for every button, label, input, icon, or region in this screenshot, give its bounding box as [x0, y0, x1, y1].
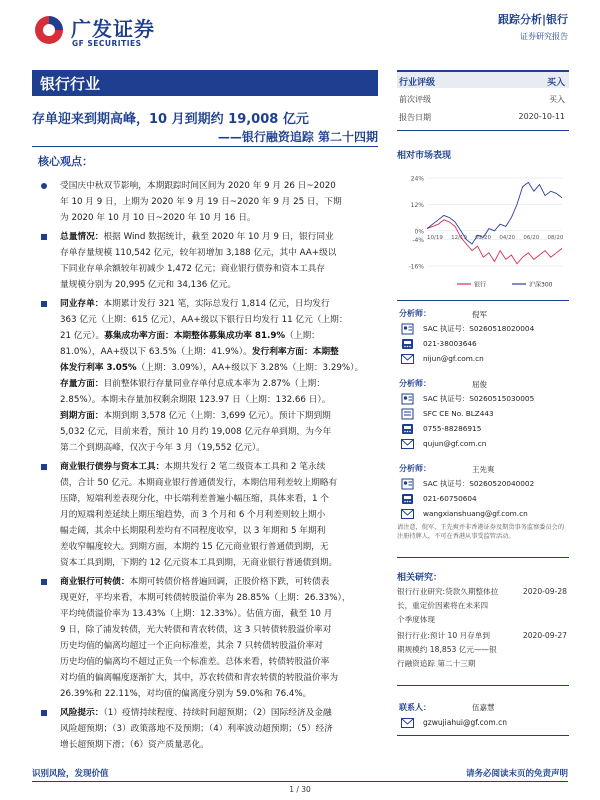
paragraph — [32, 229, 382, 293]
y-tick-label: 12% — [410, 201, 424, 209]
paragraph-line: 压降，短端利差表现分化，中长端利差普遍小幅压缩，具体来看，1 个 — [60, 494, 329, 504]
paragraph — [32, 459, 382, 571]
x-tick-label: 12/19 — [451, 234, 467, 241]
footer-slogan: 识别风险，发现价值 — [32, 769, 109, 779]
bullet-icon — [41, 710, 47, 716]
analyst-phone-row — [397, 423, 569, 437]
paragraph-line: 363 亿元（上期：615 亿元），AA+级以下银行日均发行 11 亿元（上期： — [60, 315, 348, 325]
contact-label: 联系人： — [399, 703, 431, 712]
paragraph-line: 风险提示：（1）疫情持续程度、持续时间超预期；（2）国际经济及金融 — [60, 708, 332, 718]
rating-bar — [397, 70, 569, 88]
report-subtitle: ——银行融资追踪 第二十四期 — [217, 130, 378, 144]
report-type: 证券研究报告 — [520, 32, 568, 41]
paragraph-line: 26.39%和 22.11%，对均值的偏离度分别为 59.0%和 76.4%。 — [60, 689, 312, 699]
paragraph-line: 现更好，平均来看，本期可转债转股溢价率为 28.85%（上期：26.33%）， — [60, 593, 351, 603]
analyst-sac-row — [397, 393, 569, 407]
x-tick-label: 04/20 — [499, 234, 516, 241]
analyst-phone: 021-38003646 — [423, 339, 477, 348]
email-icon — [401, 438, 414, 450]
phone-icon — [401, 493, 414, 505]
contact-name: 伍嘉慧 — [472, 703, 495, 712]
paragraph-line: 月的短端利差延续上期压缩趋势，而 3 个月和 6 个月利差则较上期小 — [60, 510, 326, 520]
y-tick-label: -16% — [408, 263, 424, 271]
related-report[interactable] — [397, 629, 569, 671]
page-number: 1 / 30 — [289, 785, 311, 794]
analyst-email-row — [397, 508, 569, 522]
core-views-heading: 核心观点： — [38, 155, 93, 168]
related-report-date: 2020-09-28 — [522, 587, 567, 596]
note-divider — [397, 557, 569, 558]
previous-rating-label: 前次评级 — [399, 95, 431, 104]
footer-disclaimer: 请务必阅读末页的免责声明 — [465, 769, 568, 779]
phone-icon — [401, 423, 414, 435]
paragraph-line: 存单存量规模 110,542 亿元，较年初增加 3,188 亿元，其中 AA+级以 — [60, 248, 337, 258]
paragraph — [32, 705, 382, 753]
analyst-sac-row — [397, 323, 569, 337]
previous-rating — [397, 94, 569, 106]
related-divider — [397, 685, 569, 686]
paragraph-line: 9 日，除了浦发转债，光大转债和青农转债，这 3 只转债转股溢价率对 — [60, 625, 332, 635]
analyst-note: 请注意，倪军，王先爽并非香港证券及期货事务监察委员会的注册持牌人，不可在香港从事受监管活动。 — [397, 524, 565, 540]
contact-email[interactable]: gzwujiahui@gf.com.cn — [423, 718, 507, 727]
related-report-title-line: 银行行业研究:贷款久期整体拉 — [397, 587, 499, 596]
analyst-email[interactable]: wangxianshuang@gf.com.cn — [423, 509, 528, 518]
paragraph — [32, 574, 382, 702]
analyst-label: 分析师： — [399, 379, 431, 388]
y-tick-label: 0% — [414, 228, 424, 236]
paragraph-line: 第二个到期高峰，仅次于今年 3 月（19,552 亿元）。 — [60, 443, 265, 453]
paragraph-line: 受国庆中秋双节影响，本期跟踪时间区间为 2020 年 9 月 26 日~2020 — [60, 181, 336, 191]
x-tick-label: 08/20 — [547, 234, 564, 241]
bullet-icon — [41, 301, 47, 307]
paragraph-line: 幅走阔，其余中长期限利差均有不同程度收窄，以 3 年期和 5 年期利 — [60, 526, 326, 536]
legend-label: 银行 — [474, 281, 487, 289]
report-date-value: 2020-10-11 — [518, 112, 565, 121]
chart-divider — [397, 300, 569, 301]
report-title: 存单迎来到期高峰，10 月到期约 19,008 亿元 — [32, 112, 309, 127]
related-research-title: 相关研究： — [397, 573, 443, 583]
rating-divider — [397, 130, 569, 131]
analyst-sac: SAC 执证号：S0260520040002 — [423, 479, 535, 488]
analyst-sac: SAC 执证号：S0260518020004 — [423, 324, 535, 333]
id-card-icon — [401, 323, 414, 335]
paragraph-line: 债，合计 50 亿元。本期商业银行普通债发行，本期信用利差较上期略有 — [60, 478, 338, 488]
related-report-title-line: 期规模约 18,853 亿元——银 — [397, 645, 497, 654]
analyst-phone-row — [397, 493, 569, 507]
phone-icon — [401, 338, 414, 350]
analyst-label: 分析师： — [399, 464, 431, 473]
logo-text-en: GF SECURITIES — [72, 39, 142, 48]
related-report[interactable] — [397, 585, 569, 627]
paragraph-line: 总量情况：根据 Wind 数据统计，截至 2020 年 10 月 9 日，银行同业 — [60, 232, 334, 242]
paragraph-line: 差收窄幅度较大。到期方面，本期约 15 亿元商业银行普通债到期，无 — [60, 542, 329, 552]
contact-block — [397, 700, 569, 740]
related-report-title-line: 行融资追踪 第二十三期 — [397, 659, 476, 668]
title-divider — [32, 146, 378, 147]
paragraph-line: 平均纯债溢价率为 13.43%（上期：12.33%）。估值方面，截至 10 月 — [60, 609, 333, 619]
analyst-name-row — [397, 463, 569, 477]
rating-label: 行业评级 — [399, 78, 436, 88]
report-date — [397, 112, 569, 124]
paragraph-line: 风险超预期；（3）政策落地不及预期；（4）利率波动超预期；（5）经济 — [60, 724, 333, 734]
x-tick-label: 06/20 — [523, 234, 540, 241]
paragraph-line: 2.85%）。本期未存量加权剩余期限 123.97 日（上期：132.66 日）。 — [60, 395, 331, 405]
previous-rating-value: 买入 — [549, 95, 565, 104]
paragraph-line: 商业银行可转债：本期可转债价格普遍回调，正股价格下跌，可转债表 — [60, 577, 330, 587]
contact-divider — [397, 735, 569, 736]
company-logo — [33, 12, 173, 52]
certificate-icon — [401, 408, 414, 420]
legend-label: 沪深300 — [529, 281, 553, 289]
analyst-sac-row — [397, 478, 569, 492]
x-tick-label: 02/20 — [475, 234, 492, 241]
paragraph-line: 资本工具到期，下期约 12 亿元资本工具到期，无商业银行普通债到期。 — [60, 558, 338, 568]
paragraph-line: 历史均值的偏离均超过一个正向标准差，其余 7 只转债转股溢价率对 — [60, 641, 323, 651]
bullet-icon — [41, 183, 47, 189]
email-icon — [401, 508, 414, 520]
id-card-icon — [401, 393, 414, 405]
analyst-name-row — [397, 378, 569, 392]
paragraph-line: 增长超预期下滑；（6）资产质量恶化。 — [60, 740, 209, 750]
id-card-icon — [401, 478, 414, 490]
paragraph-line: 历史均值的偏离均不超过正负一个标准差。总体来看，转债转股溢价率 — [60, 657, 330, 667]
analyst-email[interactable]: qujun@gf.com.cn — [423, 439, 487, 448]
email-icon — [401, 717, 414, 729]
bullet-icon — [41, 464, 47, 470]
analyst-email-row — [397, 438, 569, 452]
paragraph-line: 体发行利率 3.05%（上期：3.09%），AA+级以下 3.28%（上期：3.29%）。 — [60, 363, 364, 373]
x-tick-label: 10/19 — [427, 234, 443, 241]
paragraph — [32, 178, 382, 226]
industry-banner — [32, 70, 378, 96]
analyst-name: 倪军 — [472, 310, 487, 319]
footer-divider — [32, 781, 568, 782]
related-report-title-line: 银行行业:预计 10 月存单到 — [397, 631, 490, 640]
paragraph-line: 下同业存单余额较年初减少 1,472 亿元；商业银行债券和资本工具存 — [60, 264, 325, 274]
paragraph-line: 同业存单：本期累计发行 321 笔，实际总发行 1,814 亿元，日均发行 — [60, 299, 330, 309]
paragraph-line: 年 10 月 9 日，上期为 2020 年 9 月 19 日~2020 年 9 月 25 日，下期 — [60, 197, 342, 207]
analyst-name: 王先爽 — [472, 465, 495, 474]
related-report-title-line: 长，重定价因素将在未来四 — [397, 601, 489, 610]
paragraph-line: 存量方面：目前整体银行存量同业存单付息成本率为 2.87%（上期： — [60, 379, 325, 389]
analyst-name: 屈俊 — [472, 380, 487, 389]
related-report-date: 2020-09-27 — [522, 631, 567, 640]
analyst-email[interactable]: nijun@gf.com.cn — [423, 354, 484, 363]
analyst-sfc-row — [397, 408, 569, 422]
gf-logo-icon — [33, 14, 65, 46]
paragraph-line: 为 2020 年 10 月 10 日~2020 年 10 月 16 日。 — [60, 213, 256, 223]
report-date-label: 报告日期 — [399, 113, 431, 122]
analyst-phone-row — [397, 338, 569, 352]
paragraph-line: 5,032 亿元，目前来看，预计 10 月约 19,008 亿元存单到期，为今年 — [60, 427, 332, 437]
core-views-body — [32, 178, 382, 753]
paragraph-line: 21 亿元）。募集成功率方面：本期整体募集成功率 81.9%（上期： — [60, 331, 320, 341]
paragraph-line: 81.0%），AA+级以下 63.5%（上期：41.9%）。发行利率方面：本期整 — [60, 347, 339, 357]
analyst-email-row — [397, 353, 569, 367]
series-line-0 — [427, 220, 562, 264]
page-header — [0, 0, 600, 60]
analyst-label: 分析师： — [399, 309, 431, 318]
bullet-icon — [41, 579, 47, 585]
related-report-title-line: 个季度体现 — [397, 615, 435, 624]
logo-text-cn: 广发证券 — [71, 17, 155, 41]
paragraph-line: 到期方面：本期到期 3,578 亿元（上期：3,699 亿元）。预计下期到期 — [60, 411, 331, 421]
paragraph-line: 对均值的偏离幅度逐渐扩大，其中，苏农转债和青农转债的转股溢价率为 — [60, 673, 338, 683]
bullet-icon — [41, 234, 47, 240]
email-icon — [401, 353, 414, 365]
paragraph-line: 商业银行债券与资本工具：本期共发行 2 笔二级资本工具和 2 笔永续 — [60, 462, 326, 472]
report-category: 跟踪分析|银行 — [497, 13, 568, 26]
paragraph-line: 量规模分别为 20,995 亿元和 34,136 亿元。 — [60, 280, 237, 290]
analyst-name-row — [397, 308, 569, 322]
relative-performance-chart — [397, 170, 569, 295]
analyst-phone: 021-60750604 — [423, 494, 477, 503]
rating-value: 买入 — [546, 78, 565, 88]
series-line-1 — [427, 182, 562, 244]
chart-section-title: 相对市场表现 — [397, 151, 452, 161]
analyst-sac: SAC 执证号：S0260515030005 — [423, 394, 535, 403]
analyst-phone: 0755-88286915 — [423, 424, 482, 433]
y-tick-label: -4% — [412, 237, 424, 245]
industry-name: 银行行业 — [40, 75, 101, 93]
paragraph — [32, 296, 382, 456]
y-tick-label: 24% — [410, 175, 424, 183]
analyst-sfc: SFC CE No. BLZ443 — [423, 409, 494, 418]
